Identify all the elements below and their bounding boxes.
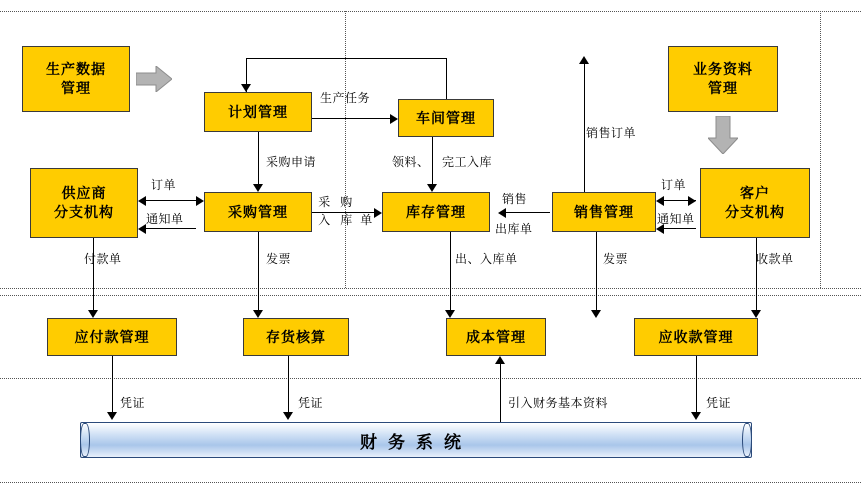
edge-supplier-to-payable (93, 238, 94, 310)
arrowhead-workshop-to-inventory (427, 184, 437, 192)
edge-customer-to-receivable (756, 238, 757, 310)
finance-system-label: 财务系统 (360, 432, 472, 452)
edge-supplier-purchase-notice (146, 228, 196, 229)
edge-inventory-to-cost (450, 232, 451, 310)
arrowhead-purchase-to-stock-accounting (253, 310, 263, 318)
box-label: 计划管理 (228, 103, 288, 120)
edge-workshop-to-inventory (432, 137, 433, 184)
box-label-line1: 供应商 (61, 185, 107, 202)
edge-label-sales-order: 销售订单 (586, 126, 637, 140)
edge-label-voucher-3: 凭证 (706, 396, 732, 410)
arrowhead-plan-to-purchase (253, 184, 263, 192)
edge-workshop-to-plan-horizontal (246, 58, 446, 59)
edge-plan-to-purchase (258, 132, 259, 184)
box-label-line1: 生产数据 (46, 61, 106, 78)
arrowhead-sales-to-customer (688, 196, 696, 206)
box-supplier-branch[interactable] (30, 168, 138, 238)
edge-label-production-task: 生产任务 (320, 91, 371, 105)
edge-label-purchase-in-1: 采 (318, 195, 331, 209)
box-label: 库存管理 (406, 203, 466, 220)
box-label: 成本管理 (466, 328, 526, 345)
edge-customer-sales-notice (664, 228, 696, 229)
box-cost-management[interactable] (446, 318, 546, 356)
edge-label-order-left: 订单 (151, 178, 177, 192)
edge-label-sales-out-1: 销售 (502, 192, 528, 206)
box-label-line1: 客户 (740, 185, 770, 202)
divider-middle-upper (0, 288, 861, 289)
edge-label-pick-material: 领料、 (392, 155, 430, 169)
divider-vertical-left (345, 11, 346, 288)
box-label: 销售管理 (574, 203, 634, 220)
divider-middle-lower (0, 295, 861, 296)
box-sales-management[interactable] (552, 192, 656, 232)
arrowhead-sales-to-inventory (498, 208, 506, 218)
edge-label-receipt-slip: 收款单 (756, 252, 794, 266)
edge-label-purchase-application: 采购申请 (266, 155, 317, 169)
edge-purchase-to-stock-accounting (258, 232, 259, 310)
edge-stock-accounting-to-finance (288, 356, 289, 418)
box-production-data-management[interactable] (22, 46, 130, 112)
arrowhead-inventory-to-cost (445, 310, 455, 318)
finance-system-bar[interactable] (80, 422, 752, 458)
edge-sales-to-receivable (596, 232, 597, 310)
edge-workshop-up (446, 58, 447, 99)
arrowhead-sales-to-receivable (591, 310, 601, 318)
edge-sales-to-inventory (506, 212, 550, 213)
arrowhead-receivable-to-finance (691, 412, 701, 420)
arrowhead-notice-to-supplier (138, 224, 146, 234)
arrowhead-into-plan-top (241, 84, 251, 92)
block-arrow-down-icon (708, 116, 738, 154)
bar-left-cap (80, 423, 90, 457)
arrowhead-plan-to-workshop (390, 114, 398, 124)
box-inventory-management[interactable] (382, 192, 490, 232)
box-customer-branch[interactable] (700, 168, 810, 238)
edge-label-notice-right: 通知单 (657, 212, 695, 226)
box-label: 车间管理 (416, 109, 476, 126)
edge-label-inout-slip: 出、入库单 (455, 252, 518, 266)
box-business-data-management[interactable] (668, 46, 778, 112)
box-label-line2: 分支机构 (54, 204, 114, 220)
arrowhead-payable-to-finance (107, 412, 117, 420)
edge-label-payment-slip: 付款单 (84, 252, 122, 266)
edge-label-purchase-in-5: 单 (360, 213, 373, 227)
edge-label-invoice-left: 发票 (266, 252, 292, 266)
edge-payable-to-finance (112, 356, 113, 418)
divider-vertical-right (820, 11, 821, 288)
arrowhead-customer-to-receivable (751, 310, 761, 318)
block-arrow-right-icon (136, 66, 172, 92)
box-accounts-payable-management[interactable] (47, 318, 177, 356)
box-workshop-management[interactable] (398, 99, 494, 137)
divider-lower (0, 378, 861, 379)
arrowhead-purchase-to-inventory (374, 208, 382, 218)
edge-label-order-right: 订单 (661, 178, 687, 192)
edge-label-purchase-in-2: 购 (340, 195, 353, 209)
edge-label-notice-left: 通知单 (146, 212, 184, 226)
box-label-line1: 业务资料 (693, 61, 753, 78)
edge-label-purchase-in-3: 入 (318, 213, 331, 227)
arrowhead-finance-to-cost (495, 356, 505, 364)
box-label-line2: 管理 (708, 80, 738, 96)
edge-label-sales-out-2: 出库单 (495, 222, 533, 236)
edge-label-finance-basic-data: 引入财务基本资料 (508, 396, 609, 410)
box-label: 采购管理 (228, 203, 288, 220)
box-inventory-accounting[interactable] (243, 318, 349, 356)
edge-sales-up (584, 58, 585, 192)
box-purchase-management[interactable] (204, 192, 312, 232)
arrowhead-purchase-to-supplier (138, 196, 146, 206)
edge-supplier-purchase-order (146, 200, 196, 201)
box-label: 存货核算 (266, 328, 326, 345)
arrowhead-customer-to-sales (656, 196, 664, 206)
box-label: 应收款管理 (658, 328, 734, 345)
edge-label-voucher-1: 凭证 (120, 396, 146, 410)
bar-right-cap (742, 423, 752, 457)
box-label: 应付款管理 (74, 328, 150, 345)
divider-bottom (0, 482, 861, 483)
arrowhead-supplier-to-purchase (196, 196, 204, 206)
box-plan-management[interactable] (204, 92, 312, 132)
arrowhead-stock-accounting-to-finance (283, 412, 293, 420)
divider-top (0, 11, 861, 12)
box-label-line2: 分支机构 (725, 204, 785, 220)
box-label-line2: 管理 (61, 80, 91, 96)
box-accounts-receivable-management[interactable] (634, 318, 758, 356)
arrowhead-sales-order-up (579, 56, 589, 64)
arrowhead-supplier-to-payable (88, 310, 98, 318)
edge-label-invoice-right: 发票 (603, 252, 629, 266)
edge-receivable-to-finance (696, 356, 697, 418)
edge-plan-to-workshop (312, 118, 390, 119)
edge-label-purchase-in-4: 库 (340, 213, 353, 227)
edge-label-finished-goods-in: 完工入库 (442, 155, 493, 169)
edge-finance-to-cost (500, 360, 501, 422)
edge-label-voucher-2: 凭证 (298, 396, 324, 410)
